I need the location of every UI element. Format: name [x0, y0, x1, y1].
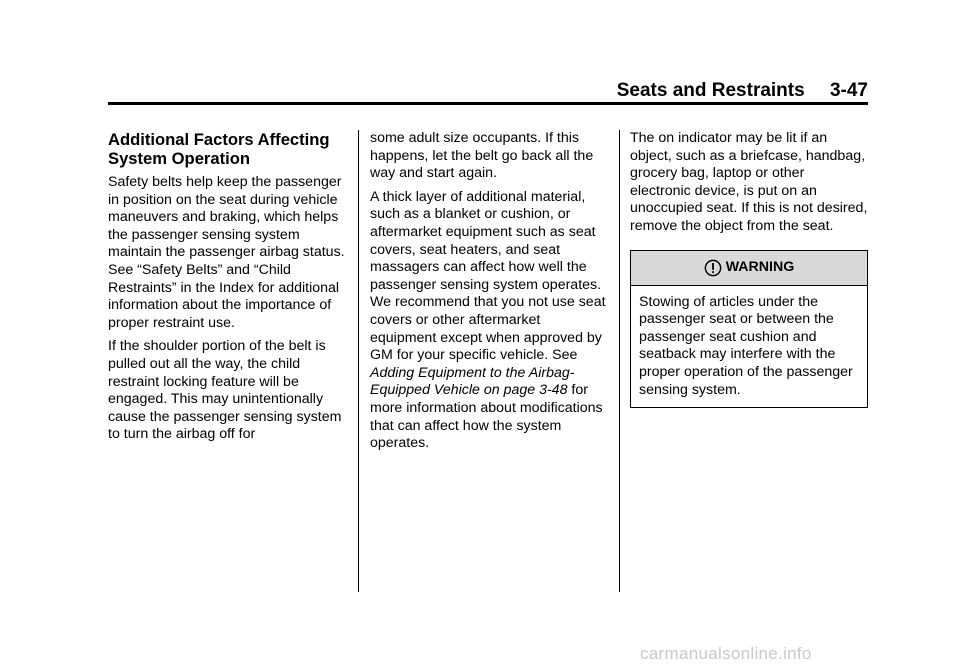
section-title: Seats and Restraints: [616, 80, 805, 101]
paragraph-text-end: for more information about modifications that can affect how the system operates.: [370, 382, 603, 452]
header-rule: [108, 102, 868, 105]
watermark: carmanualsonline.info: [640, 644, 812, 663]
paragraph-on-indicator: The on indicator may be lit if an object, such as a briefcase, handbag, grocery bag, laptop or other electronic device, is put on an unoccupied seat. If this is not desired, remove the object from the seat.: [630, 130, 868, 234]
column-1: [108, 130, 348, 450]
paragraph-shoulder-belt: If the shoulder portion of the belt is pulled out all the way, the child restraint locking feature will be engaged. This may unintentionally cause the passenger sensing system to turn the airbag off for: [108, 338, 342, 443]
section-heading: [108, 130, 348, 168]
warning-icon: [704, 259, 722, 277]
page-number: 3-47: [829, 80, 868, 101]
column-2: [370, 130, 610, 459]
cross-reference-link[interactable]: Adding Equipment to the Airbag-Equipped Vehicle on page 3-48: [370, 364, 575, 399]
column-3: [630, 130, 868, 408]
paragraph-safety-belts: Safety belts help keep the passenger in position on the seat during vehicle maneuvers and braking, which helps the passenger sensing system maintain the passenger airbag status. See “Safety Belts” and “Child Restraints” in the Index for additional information about the importance of proper restraint use.: [108, 174, 345, 331]
paragraph-additional-material: [370, 189, 610, 453]
paragraph-text-start: A thick layer of additional material, such as a blanket or cushion, or aftermarket equipment such as seat covers, seat heaters, and seat massagers can affect how well the passenger sensing system operates. We recommend that you not use seat covers or other aftermarket equipment except when approved by GM for your specific vehicle. See: [370, 188, 606, 364]
column-divider-1: [358, 130, 359, 592]
heading-line-1: Additional Factors Affecting: [108, 130, 330, 149]
warning-box: [630, 250, 868, 409]
paragraph-adult-occupants: some adult size occupants. If this happens, let the belt go back all the way and start again.: [370, 130, 594, 182]
warning-text: Stowing of articles under the passenger seat or between the passenger seat cushion and seatback may interfere with the proper operation of the passenger sensing system.: [639, 293, 853, 398]
column-divider-2: [619, 130, 620, 592]
heading-line-2: System Operation: [108, 149, 251, 168]
warning-header: [631, 251, 867, 286]
warning-label: WARNING: [725, 258, 795, 275]
